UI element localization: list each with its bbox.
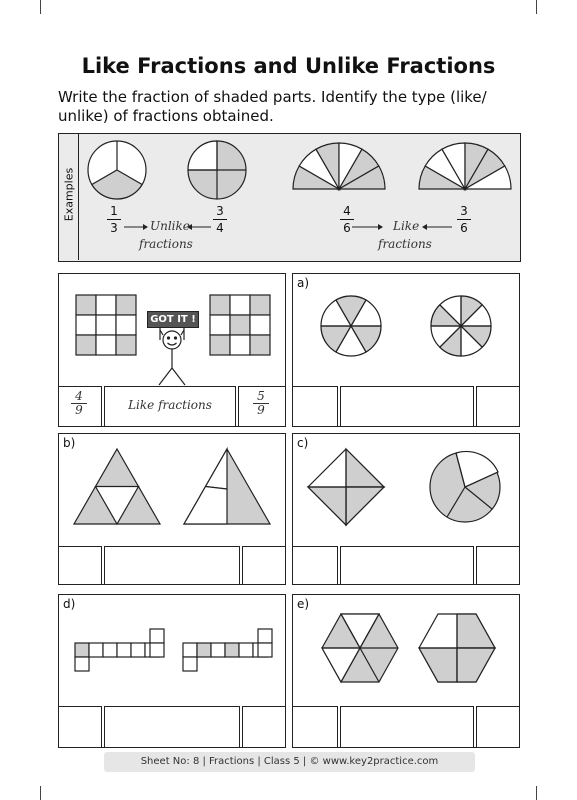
answer-box[interactable]: [476, 386, 520, 427]
numerator: 1: [110, 204, 118, 218]
answer-box[interactable]: [242, 546, 286, 585]
example-type: fractions: [139, 237, 193, 251]
answer-box[interactable]: [476, 706, 520, 748]
instructions: Write the fraction of shaded parts. Identify the type (like/ unlike) of fractions obtained.: [58, 88, 487, 125]
answer-box[interactable]: [292, 386, 338, 427]
example-type: fractions: [378, 237, 432, 251]
denominator: 3: [110, 221, 118, 235]
problem-e-label: e): [297, 597, 310, 611]
answer-box[interactable]: [242, 706, 286, 748]
answer-box[interactable]: [340, 546, 474, 585]
numerator: 4: [343, 204, 351, 218]
answer-box[interactable]: [292, 706, 338, 748]
example-type: Like: [393, 219, 420, 233]
problem-b-label: b): [63, 436, 76, 450]
examples-label: Examples: [62, 167, 76, 222]
answer-box[interactable]: [340, 706, 474, 748]
demo-type: Like fractions: [128, 398, 212, 412]
answer-box[interactable]: [104, 706, 240, 748]
problem-a-label: a): [297, 276, 310, 290]
answer-box[interactable]: [292, 546, 338, 585]
numerator: 3: [460, 204, 468, 218]
answer-box[interactable]: [58, 706, 102, 748]
footer: Sheet No: 8 | Fractions | Class 5 | © www.key2practice.com: [104, 752, 475, 772]
problem-d-label: d): [63, 597, 76, 611]
denominator: 6: [460, 221, 468, 235]
numerator: 4: [75, 389, 83, 403]
answer-box[interactable]: [58, 546, 102, 585]
answer-box[interactable]: [476, 546, 520, 585]
denominator: 4: [216, 221, 224, 235]
denominator: 6: [343, 221, 351, 235]
denominator: 9: [257, 403, 265, 417]
numerator: 5: [257, 389, 265, 403]
answer-box[interactable]: [340, 386, 474, 427]
example-type: Unlike: [150, 219, 190, 233]
got-it-badge: GOT IT !: [147, 311, 199, 328]
problem-c-label: c): [297, 436, 309, 450]
answer-box[interactable]: [104, 546, 240, 585]
denominator: 9: [75, 403, 83, 417]
page-title: Like Fractions and Unlike Fractions: [81, 54, 496, 78]
numerator: 3: [216, 204, 224, 218]
